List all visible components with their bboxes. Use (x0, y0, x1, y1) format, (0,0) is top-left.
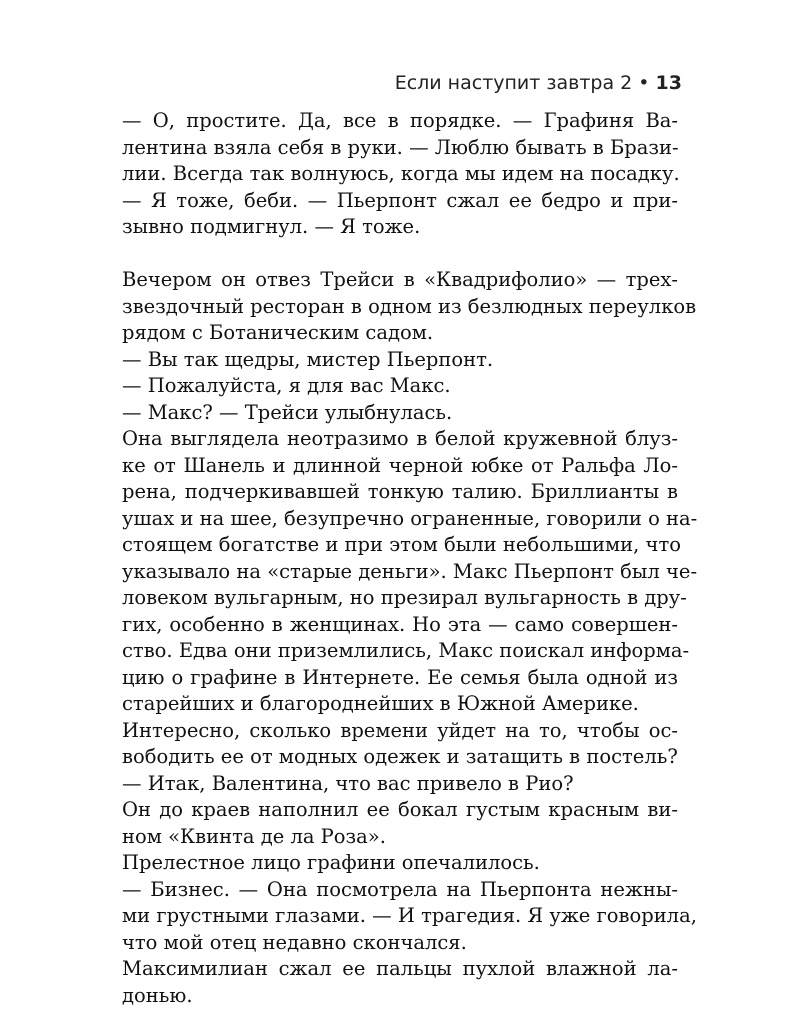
text-line: — О, простите. Да, все в порядке. — Графиня Ва- (122, 108, 678, 135)
text-line: ушах и на шее, безупречно ограненные, говорили о на- (122, 506, 678, 533)
text-line: ство. Едва они приземлились, Макс поискал информа- (122, 638, 678, 665)
text-line: рядом с Ботаническим садом. (122, 320, 678, 347)
text-line: стоящем богатстве и при этом были небольшими, что (122, 532, 678, 559)
text-line: старейших и благороднейших в Южной Америке. (122, 691, 678, 718)
text-line: — Я тоже, беби. — Пьерпонт сжал ее бедро и при- (122, 188, 678, 215)
text-line: гих, особенно в женщинах. Но эта — само совершен- (122, 612, 678, 639)
text-line: Прелестное лицо графини опечалилось. (122, 850, 678, 877)
text-line: — Макс? — Трейси улыбнулась. (122, 400, 678, 427)
text-line: ми грустными глазами. — И трагедия. Я уже говорила, (122, 903, 678, 930)
text-line: Он до краев наполнил ее бокал густым красным ви- (122, 797, 678, 824)
header-bullet: • (638, 72, 649, 94)
text-line: вободить ее от модных одежек и затащить в постель? (122, 744, 678, 771)
text-line: цию о графине в Интернете. Ее семья была одной из (122, 665, 678, 692)
text-line: лии. Всегда так волнуюсь, когда мы идем на посадку. (122, 161, 678, 188)
page-number: 13 (656, 72, 682, 94)
text-line: — Вы так щедры, мистер Пьерпонт. (122, 347, 678, 374)
text-line: что мой отец недавно скончался. (122, 930, 678, 957)
text-line: — Бизнес. — Она посмотрела на Пьерпонта нежны- (122, 877, 678, 904)
text-line: Интересно, сколько времени уйдет на то, чтобы ос- (122, 718, 678, 745)
text-line: ке от Шанель и длинной черной юбке от Ральфа Ло- (122, 453, 678, 480)
text-line: донью. (122, 983, 678, 1009)
running-header (395, 72, 682, 94)
text-line: — Итак, Валентина, что вас привело в Рио? (122, 771, 678, 798)
text-line: — Пожалуйста, я для вас Макс. (122, 373, 678, 400)
section-break (122, 241, 678, 268)
text-line: лентина взяла себя в руки. — Люблю бывать в Брази- (122, 135, 678, 162)
text-line: ном «Квинта де ла Роза». (122, 824, 678, 851)
text-line: Максимилиан сжал ее пальцы пухлой влажной ла- (122, 956, 678, 983)
text-line: ловеком вульгарным, но презирал вульгарность в дру- (122, 585, 678, 612)
running-title: Если наступит завтра 2 (395, 72, 633, 94)
text-line: Вечером он отвез Трейси в «Квадрифолио» — трех- (122, 267, 678, 294)
text-line: указывало на «старые деньги». Макс Пьерпонт был че- (122, 559, 678, 586)
text-line: зывно подмигнул. — Я тоже. (122, 214, 678, 241)
body-text (122, 108, 678, 1009)
text-line: Она выглядела неотразимо в белой кружевной блуз- (122, 426, 678, 453)
text-line: рена, подчеркивавшей тонкую талию. Бриллианты в (122, 479, 678, 506)
text-line: звездочный ресторан в одном из безлюдных переулков (122, 294, 678, 321)
